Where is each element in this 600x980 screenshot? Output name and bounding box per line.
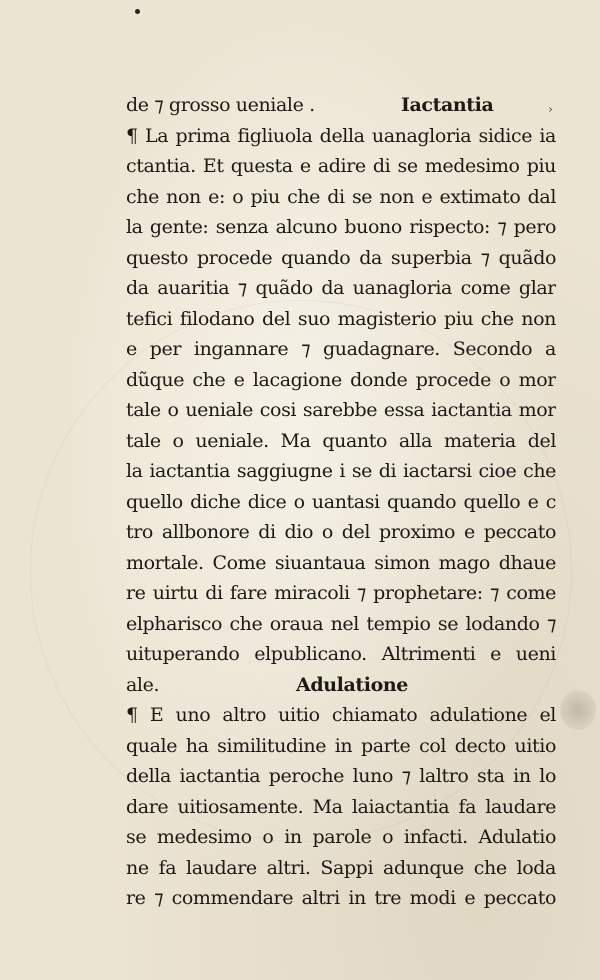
text-line-9: e per ingannare ⁊ guadagnare. Secondo a bbox=[126, 338, 556, 360]
text-line-10: dũque che e lacagione donde procede o mor bbox=[126, 368, 556, 391]
text-line-4: che non e: o piu che di se non e extimato dal bbox=[126, 185, 556, 208]
text-line-14: quello diche dice o uantasi quando quello e c bbox=[126, 490, 556, 513]
text-line-20 bbox=[126, 670, 556, 701]
text-line-3: ctantia. Et questa e adire di se medesimo piu bbox=[126, 155, 556, 177]
text-line-8: tefici filodano del suo magisterio piu che non bbox=[126, 307, 556, 330]
text-line-26: ne fa laudare altri. Sappi adunque che loda bbox=[126, 856, 556, 879]
text-line-23: della iactantia peroche luno ⁊ laltro sta in lo bbox=[126, 765, 556, 787]
line-text: ale. bbox=[126, 673, 160, 696]
text-line-11: tale o ueniale cosi sarebbe essa iactantia mor bbox=[126, 399, 556, 421]
paper-stain bbox=[560, 690, 596, 730]
margin-mark: › bbox=[548, 102, 553, 116]
text-column bbox=[126, 90, 556, 914]
text-line-6: questo procede quando da superbia ⁊ quãdo bbox=[126, 246, 556, 269]
text-line-16: mortale. Come siuantaua simon mago dhaue bbox=[126, 551, 556, 574]
line-text: de ⁊ grosso ueniale . bbox=[126, 94, 315, 116]
text-line-18: elpharisco che oraua nel tempio se lodando ⁊ bbox=[126, 612, 556, 635]
section-heading-iactantia: Iactantia bbox=[401, 94, 494, 116]
text-line-27: re ⁊ commendare altri in tre modi e peccato bbox=[126, 887, 556, 909]
section-heading-adulatione: Adulatione bbox=[296, 673, 408, 696]
text-line-13: la iactantia saggiugne i se di iactarsi cioe che bbox=[126, 460, 556, 482]
ink-spot bbox=[135, 9, 140, 14]
text-line-25: se medesimo o in parole o infacti. Adulatio bbox=[126, 826, 556, 848]
text-line-24: dare uitiosamente. Ma laiactantia fa laudare bbox=[126, 795, 556, 818]
text-line-17: re uirtu di fare miracoli ⁊ prophetare: ⁊ come bbox=[126, 582, 556, 604]
text-line-12: tale o ueniale. Ma quanto alla materia del bbox=[126, 429, 556, 452]
text-line-5: la gente: senza alcuno buono rispecto: ⁊ pero bbox=[126, 216, 556, 238]
text-line-21: ¶ E uno altro uitio chiamato adulatione el bbox=[126, 704, 556, 726]
text-line-15: tro allbonore di dio o del proximo e peccato bbox=[126, 521, 556, 543]
text-line-19: uituperando elpublicano. Altrimenti e ueni bbox=[126, 643, 556, 665]
text-line-7: da auaritia ⁊ quãdo da uanagloria come glar bbox=[126, 277, 556, 299]
text-line-2: ¶ La prima figliuola della uanagloria sidice ia bbox=[126, 124, 556, 147]
text-line-1 bbox=[126, 90, 556, 121]
text-line-22: quale ha similitudine in parte col decto uitio bbox=[126, 734, 556, 757]
